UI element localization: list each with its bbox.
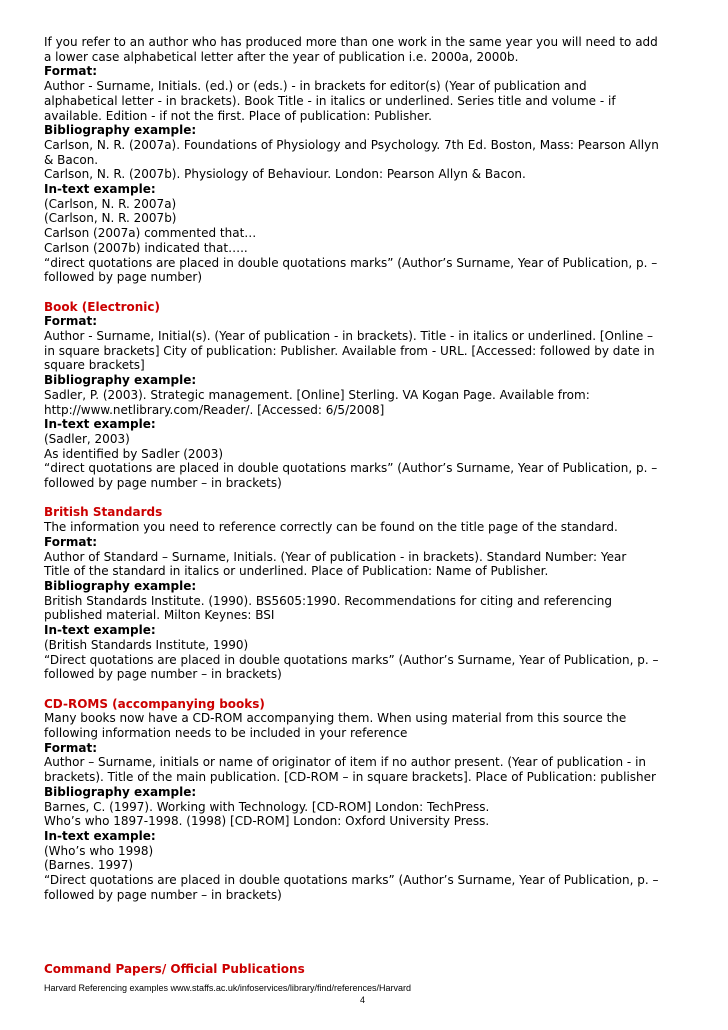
body-text: a lower case alphabetical letter after the year of publication i.e. 2000a, 2000b. (44, 49, 519, 64)
bibliography-label: Bibliography example: (44, 784, 197, 799)
body-text: “direct quotations are placed in double quotations marks” (Author’s Surname, Year of Publication, p. – (44, 461, 658, 476)
format-label: Format: (44, 534, 98, 549)
body-text: “direct quotations are placed in double quotations marks” (Author’s Surname, Year of Publication, p. – (44, 255, 658, 270)
body-text: alphabetical letter - in brackets). Book Title - in italics or underlined. Series title and volume - if (44, 93, 616, 108)
body-text: followed by page number – in brackets) (44, 667, 282, 682)
body-text: British Standards Institute. (1990). BS5605:1990. Recommendations for citing and referencing (44, 593, 612, 608)
body-text: Title of the standard in italics or underlined. Place of Publication: Name of Publisher. (44, 564, 549, 579)
body-text: published material. Milton Keynes: BSI (44, 608, 275, 623)
bibliography-label: Bibliography example: (44, 123, 197, 138)
body-text: “Direct quotations are placed in double quotations marks” (Author’s Surname, Year of Publication, p. – (44, 873, 659, 888)
body-text: followed by page number – in brackets) (44, 887, 282, 902)
body-text: Barnes, C. (1997). Working with Technology. [CD-ROM] London: TechPress. (44, 799, 490, 814)
body-text: As identified by Sadler (2003) (44, 446, 224, 461)
body-text: following information needs to be included in your reference (44, 726, 408, 740)
body-text: (Sadler, 2003) (44, 431, 130, 446)
body-text: Sadler, P. (2003). Strategic management. [Online] Sterling. VA Kogan Page. Available from: (44, 387, 590, 402)
spacer (44, 682, 694, 697)
body-text: Carlson (2007b) indicated that….. (44, 240, 248, 255)
body-text: brackets). Title of the main publication. [CD-ROM – in square brackets]. Place of Publication: publisher (44, 770, 656, 785)
body-text: If you refer to an author who has produced more than one work in the same year you will need to add (44, 35, 658, 49)
intext-label: In-text example: (44, 828, 156, 843)
body-text: Author - Surname, Initial(s). (Year of publication - in brackets). Title - in italics or underlined. [Online – (44, 329, 654, 344)
page-number: 4 (360, 995, 366, 1005)
body-text: (British Standards Institute, 1990) (44, 637, 249, 652)
body-text: http://www.netlibrary.com/Reader/. [Accessed: 6/5/2008] (44, 402, 385, 417)
section-heading: Command Papers/ Official Publications (44, 962, 305, 976)
body-text: Carlson (2007a) commented that… (44, 226, 257, 241)
section-heading: British Standards (44, 505, 163, 520)
body-text: Carlson, N. R. (2007a). Foundations of Physiology and Psychology. 7th Ed. Boston, Mass: Pearson Allyn (44, 137, 659, 152)
document-body (44, 35, 694, 902)
body-text: Carlson, N. R. (2007b). Physiology of Behaviour. London: Pearson Allyn & Bacon. (44, 167, 526, 182)
section-heading: CD-ROMS (accompanying books) (44, 696, 265, 711)
body-text: (Carlson, N. R. 2007b) (44, 211, 177, 226)
intext-label: In-text example: (44, 417, 156, 432)
body-text: (Who’s who 1998) (44, 843, 154, 858)
body-text: followed by page number – in brackets) (44, 476, 282, 491)
section-heading: Book (Electronic) (44, 299, 160, 314)
body-text: Author of Standard – Surname, Initials. (Year of publication - in brackets). Standard Number: Year (44, 549, 627, 564)
body-text: The information you need to reference correctly can be found on the title page of the standard. (44, 520, 618, 535)
body-text: (Carlson, N. R. 2007a) (44, 196, 177, 211)
intext-label: In-text example: (44, 623, 156, 638)
body-text: Who’s who 1897-1998. (1998) [CD-ROM] London: Oxford University Press. (44, 814, 490, 829)
body-text: & Bacon. (44, 152, 99, 167)
format-label: Format: (44, 740, 98, 755)
body-text: followed by page number) (44, 270, 203, 285)
spacer (44, 491, 694, 506)
body-text: Many books now have a CD-ROM accompanying them. When using material from this source the (44, 711, 627, 726)
body-text: “Direct quotations are placed in double quotations marks” (Author’s Surname, Year of Publication, p. – (44, 652, 659, 667)
body-text: available. Edition - if not the first. Place of publication: Publisher. (44, 108, 432, 123)
bibliography-label: Bibliography example: (44, 578, 197, 593)
body-text: (Barnes. 1997) (44, 858, 134, 873)
intext-label: In-text example: (44, 182, 156, 197)
footer-text: Harvard Referencing examples www.staffs.ac.uk/infoservices/library/find/references/Harvard (44, 983, 411, 993)
format-label: Format: (44, 314, 98, 329)
format-label: Format: (44, 64, 98, 79)
body-text: Author - Surname, Initials. (ed.) or (eds.) - in brackets for editor(s) (Year of publication and (44, 79, 587, 94)
bibliography-label: Bibliography example: (44, 373, 197, 388)
body-text: in square brackets] City of publication: Publisher. Available from - URL. [Accessed: followed by date in (44, 343, 655, 358)
spacer (44, 285, 694, 300)
page-footer (44, 982, 694, 1006)
body-text: square brackets] (44, 358, 145, 373)
body-text: Author – Surname, initials or name of originator of item if no author present. (Year of publication - in (44, 755, 647, 770)
